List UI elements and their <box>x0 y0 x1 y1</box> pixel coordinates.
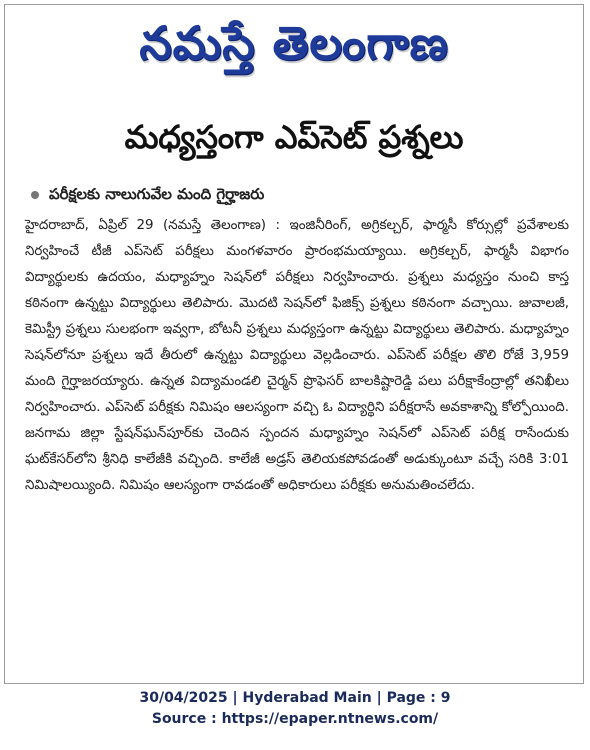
publication-info: 30/04/2025 | Hyderabad Main | Page : 9 <box>139 690 451 706</box>
newspaper-masthead: నమస్తే తెలంగాణ <box>139 16 449 70</box>
subhead-text: పరీక్షలకు నాలుగువేల మంది గైర్హాజరు <box>49 185 265 203</box>
source-link[interactable]: Source : https://epaper.ntnews.com/ <box>151 711 439 727</box>
article-body: హైదరాబాద్, ఏప్రిల్ 29 (నమస్తే తెలంగాణ) : ఇంజినీరింగ్, అగ్రికల్చర్, ఫార్మసీ కోర్సుల్లో ప్రవేశాలకు నిర్వహించే టీజీ ఎప్‌సెట్ పరీక్షలు మంగళవారం ప్రారంభమయ్యాయి. అగ్రికల్చర్, ఫార్మసీ విభాగం విద్యార్థులకు ఉదయం, మధ్యాహ్నం సెషన్‌లో పరీక్షలు నిర్వహించారు. ప్రశ్నలు మధ్యస్తం నుంచి కాస్త కఠినంగా ఉన్నట్టు విద్యార్థులు తెలిపారు. మొదటి సెషన్‌లో ఫిజిక్స్ ప్రశ్నలు కఠినంగా వచ్చాయి. జువాలజీ, కెమిస్ట్రీ ప్రశ్నలు సులభంగా ఇవ్వగా, బోటనీ ప్రశ్నలు మధ్యస్తంగా ఉన్నట్టు విద్యార్థులు తెలిపారు. మధ్యాహ్నం సెషన్‌లోనూ ప్రశ్నలు ఇదే తీరులో ఉన్నట్టు విద్యార్థులు వెల్లడించారు. ఎప్‌సెట్ పరీక్షల తొలి రోజే 3,959 మంది గైర్హాజరయ్యారు. ఉన్నత విద్యామండలి చైర్మన్ ప్రొఫెసర్ బాలకిష్టారెడ్డి పలు పరీక్షాకేంద్రాల్లో తనిఖీలు నిర్వహించారు. ఎప్‌సెట్ పరీక్షకు నిమిషం ఆలస్యంగా వచ్చి ఓ విద్యార్థిని పరీక్షరాసే అవకాశాన్ని కోల్పోయింది. జనగామ జిల్లా స్టేషన్‌ఘన్‌పూర్‌కు చెందిన స్పందన మధ్యాహ్నం సెషన్‌లో ఎప్‌సెట్ పరీక్ష రాసేందుకు ఘట్‌కేసర్‌లోని శ్రీనిధి కాలేజీకి వచ్చింది. కాలేజీ అడ్రస్ తెలియకపోవడంతో అడుక్కుంటూ వచ్చే సరికి 3:01 నిమిషాలయ్యింది. నిమిషం ఆలస్యంగా రావడంతో అధికారులు పరీక్షకు అనుమతించలేదు. <box>25 218 569 493</box>
article-headline: మధ్యస్తంగా ఎప్‌సెట్ ప్రశ్నలు <box>124 118 464 156</box>
newspaper-clipping <box>4 4 584 684</box>
article-subhead <box>31 183 563 205</box>
bullet-icon <box>31 191 39 199</box>
clipping-footer <box>0 688 590 730</box>
